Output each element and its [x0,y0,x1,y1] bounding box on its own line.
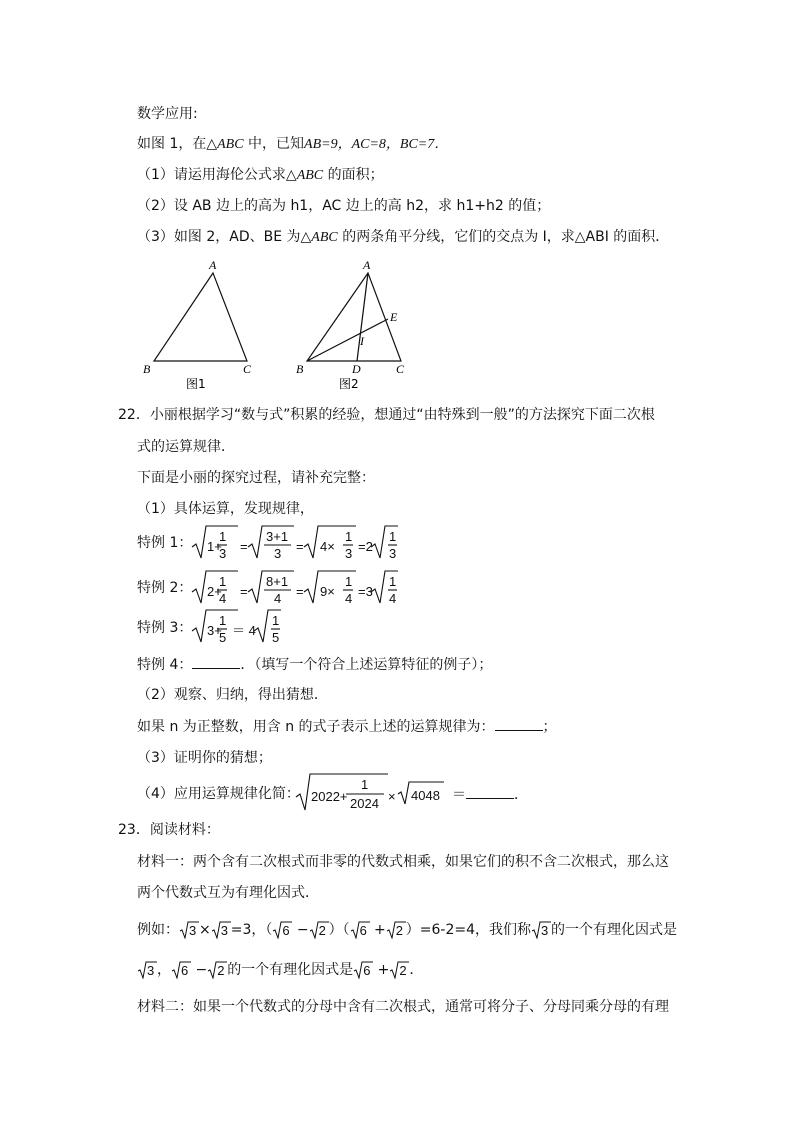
minus-a: − [292,922,309,938]
fig2-label-e: E [390,310,398,324]
ex2-a: 2+ [207,584,222,599]
sqrt2-d-radicand: 2 [399,963,407,978]
q21-part3 [137,227,669,248]
sqrt3-c [531,921,551,939]
ex2-num3: 1 [345,574,353,589]
ex1-c: 4× [320,539,335,554]
ex2-den3: 4 [345,591,353,606]
ex2-den4: 4 [389,591,397,606]
ex2-num2: 8+1 [266,574,289,589]
fig1-label-b: B [143,362,151,376]
conjecture-answer-blank[interactable] [495,716,543,731]
q23-example2-comma: ， [157,962,171,978]
ex3-num2: 1 [272,613,280,628]
q23-material2-line1: 材料二：如果一个代数式的分母中含有二次根式，通常可将分子、分母同乘分母的有理 [137,999,669,1015]
q21-part1-abc: ABC [296,168,324,183]
q21-part2: （2）设 AB 边上的高为 h1，AC 边上的高 h2，求 h1+h2 的值； [137,198,551,214]
q22-part4-label: （4）应用运算规律化简： [137,786,300,802]
sqrt6-c-radicand: 6 [181,963,189,978]
minus-b: − [191,962,208,978]
sqrt3-d-radicand: 3 [147,963,155,978]
q21-part3-abc: ABC [311,230,338,245]
sqrt6-c [171,961,191,979]
figure-1-triangle [140,255,265,395]
q23-header [118,820,220,840]
sqrt6-d [353,961,373,979]
ex2-den2: 4 [274,591,282,606]
q22-example1-label: 特例 1： [137,535,193,551]
q23-example2-text: 的一个有理化因式是 [227,962,354,978]
p4-2024: 2024 [350,796,379,811]
q22-line1 [118,405,655,425]
ex1-den1: 3 [219,546,227,561]
sqrt3-a [179,921,199,939]
q23-example-line1 [137,920,677,940]
q21-part1-post: 的面积； [323,167,384,183]
ex2-eq1: = [240,584,248,599]
fig2-label-a: A [363,258,371,272]
sqrt6-d-radicand: 6 [363,963,371,978]
q23-material1-line1: 材料一：两个含有二次根式而非零的代数式相乘，如果它们的积不含二次根式，那么这 [137,854,669,870]
q22-line2: 式的运算规律． [137,439,235,455]
q21-intro-pre: 如图 1，在△ [137,136,218,152]
q22-example2-label: 特例 2： [137,580,193,596]
fig2-label-c: C [396,362,405,376]
sqrt2-b-radicand: 2 [395,923,403,938]
fig2-label-d: D [352,362,361,376]
ex2-c: 9× [320,584,335,599]
ex1-den4: 3 [389,546,397,561]
ex3-den1: 5 [219,630,227,645]
q23-example2-period: ． [409,962,424,978]
q23-example-times: × [199,922,211,938]
q22-part3: （3）证明你的猜想； [137,750,272,766]
q23-example-eq3: =3，（ [230,922,273,938]
q23-number: 23． [118,822,150,838]
sqrt2-c [207,961,227,979]
q21-part1-pre: （1）请运用海伦公式求△ [137,167,297,183]
sqrt3-d [137,961,157,979]
sqrt2-a [309,921,329,939]
ex2-d: =3 [358,584,373,599]
sqrt2-d [389,961,409,979]
ex1-den2: 3 [274,546,282,561]
section-heading: 数学应用: [137,106,198,122]
q23-material1-line2: 两个代数式互为有理化因式． [137,885,319,901]
q22-part4-eq: ＝ [452,787,466,803]
sqrt3-b-radicand: 3 [220,923,228,938]
q23-example-paren: ）（ [328,922,350,938]
ex1-num1: 1 [219,529,227,544]
ex3-num1: 1 [219,613,227,628]
ex1-d: =2 [358,539,373,554]
q22-part4-answer [452,784,528,805]
q22-part4-expr [294,770,452,816]
q22-line3: 下面是小丽的探究过程，请补充完整： [137,470,375,486]
q22-part2: （2）观察、归纳，得出猜想． [137,687,328,703]
p4-2022: 2022+ [311,789,348,804]
figure-2-triangle [290,255,415,395]
ex1-eq2: = [296,539,304,554]
fig1-label-a: A [209,258,217,272]
q21-intro [137,134,448,155]
q22-conjecture [137,716,557,737]
ex3-a: 3+ [207,623,222,638]
q22-example4 [137,654,492,675]
sqrt2-b [386,921,406,939]
part4-answer-blank[interactable] [466,784,514,799]
ex1-a: 1+ [207,539,222,554]
sqrt6-b [350,921,370,939]
q22-example4-tail: ．（填写一个符合上述运算特征的例子）； [240,657,493,673]
sqrt6-b-radicand: 6 [359,923,367,938]
ex2-den1: 4 [219,591,227,606]
q21-intro-abc: ABC [217,137,244,152]
ex1-den3: 3 [345,546,353,561]
q22-part1: （1）具体运算，发现规律， [137,501,314,517]
p4-num: 1 [361,777,369,792]
sqrt3-a-radicand: 3 [189,923,197,938]
ex3-d: ＝ 4 [232,623,256,638]
fig2-label-i: I [360,334,364,348]
q22-example3-expr [190,604,290,650]
q22-part4-tail: ． [514,787,528,803]
ex2-eq2: = [296,584,304,599]
q22-example1-expr [190,520,400,566]
sqrt2-c-radicand: 2 [217,963,225,978]
p4-4048: 4048 [411,788,440,803]
sqrt6-a [272,921,292,939]
sqrt3-c-radicand: 3 [540,923,549,938]
ex1-num2: 3+1 [266,529,289,544]
sqrt3-b [211,921,231,939]
q23-example-pre: 例如： [137,922,179,938]
sqrt2-a-radicand: 2 [318,923,326,938]
q22-number: 22． [118,407,150,423]
q21-part3-pre: （3）如图 2，AD、BE 为△ [137,229,312,245]
ex1-eq1: = [240,539,248,554]
q22-example4-label: 特例 4： [137,657,193,673]
ex2-num1: 1 [219,574,227,589]
q22-conjecture-text: 如果 n 为正整数，用含 n 的式子表示上述的运算规律为： [137,719,495,735]
q23-example-result: ）=6-2=4，我们称 [405,922,531,938]
p4-times: × [388,789,396,804]
ex1-num4: 1 [389,529,397,544]
example4-answer-blank[interactable] [192,654,240,669]
q21-intro-mid: 中，已知 [243,136,305,152]
q21-part1 [137,165,384,186]
fig2-caption: 图2 [339,377,359,391]
plus-b: + [373,962,390,978]
sqrt6-a-radicand: 6 [282,923,290,938]
ex3-den2: 5 [272,630,280,645]
fig2-label-b: B [296,362,304,376]
fig1-caption: 图1 [186,377,206,391]
q22-example3-label: 特例 3： [137,620,193,636]
q21-given: AB=9，AC=8，BC=7． [304,137,449,152]
q21-part3-post: 的两条角平分线，它们的交点为 I，求△ABI 的面积． [337,229,670,245]
q22-line1-text: 小丽根据学习“数与式”积累的经验，想通过“由特殊到一般”的方法探究下面二次根 [149,407,655,423]
q22-conjecture-tail: ； [542,719,557,735]
ex2-num4: 1 [389,574,397,589]
q23-example-line2 [137,960,423,980]
ex1-num3: 1 [345,529,353,544]
plus-a: + [369,922,386,938]
q23-example-tail: 的一个有理化因式是 [550,922,677,938]
fig1-label-c: C [243,362,252,376]
q23-title: 阅读材料： [149,822,220,838]
